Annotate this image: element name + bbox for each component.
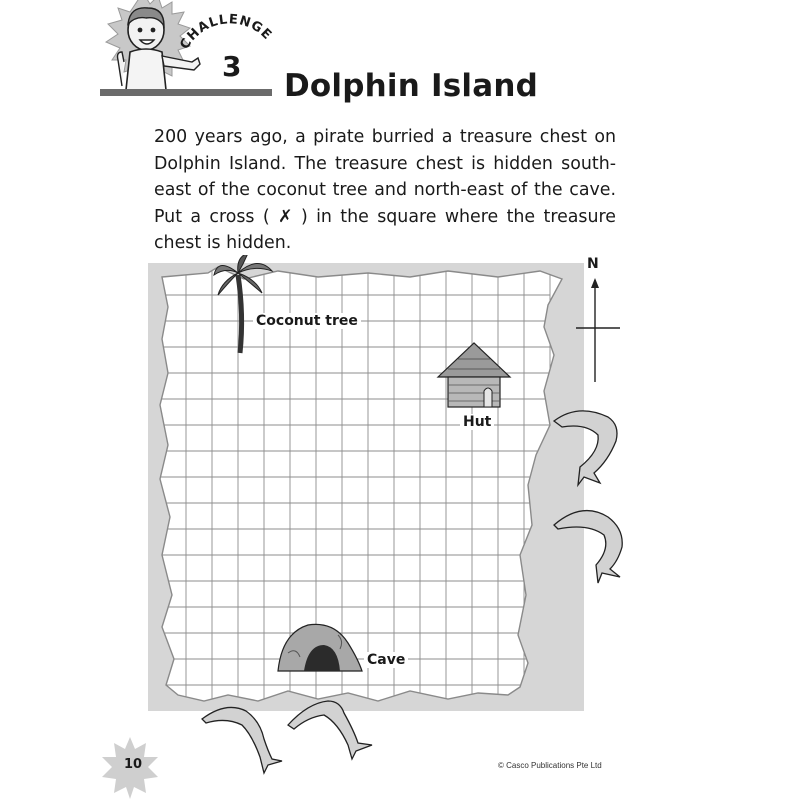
treasure-map: [148, 255, 628, 780]
instructions-line: 200 years ago, a pirate burried a treasure chest on: [154, 127, 616, 147]
north-arrow-icon: [591, 278, 599, 288]
instructions-line: east of the coconut tree and north-east of the cave.: [154, 180, 616, 200]
copyright-notice: © Casco Publications Pte Ltd: [498, 761, 602, 770]
coconut-tree-label: Coconut tree: [253, 313, 361, 329]
badge-number: 3: [222, 50, 242, 83]
instructions-line: Put a cross ( ✗ ) in the square where the treasure: [154, 206, 616, 227]
page-number: 10: [124, 757, 143, 772]
instructions-paragraph: [154, 124, 616, 257]
compass-north-label: N: [587, 256, 599, 272]
page-title: Dolphin Island: [284, 68, 538, 104]
cave-label: Cave: [364, 652, 408, 668]
instructions-line: Dolphin Island. The treasure chest is hidden south-: [154, 153, 616, 174]
badge-word: CHALLENGE: [177, 12, 275, 53]
challenge-badge: [100, 0, 290, 100]
hut-label: Hut: [460, 414, 494, 430]
instructions-line: chest is hidden.: [154, 233, 292, 253]
svg-text:CHALLENGE: [177, 12, 274, 52]
header-rule: [100, 89, 272, 96]
compass-rose: [572, 256, 622, 386]
